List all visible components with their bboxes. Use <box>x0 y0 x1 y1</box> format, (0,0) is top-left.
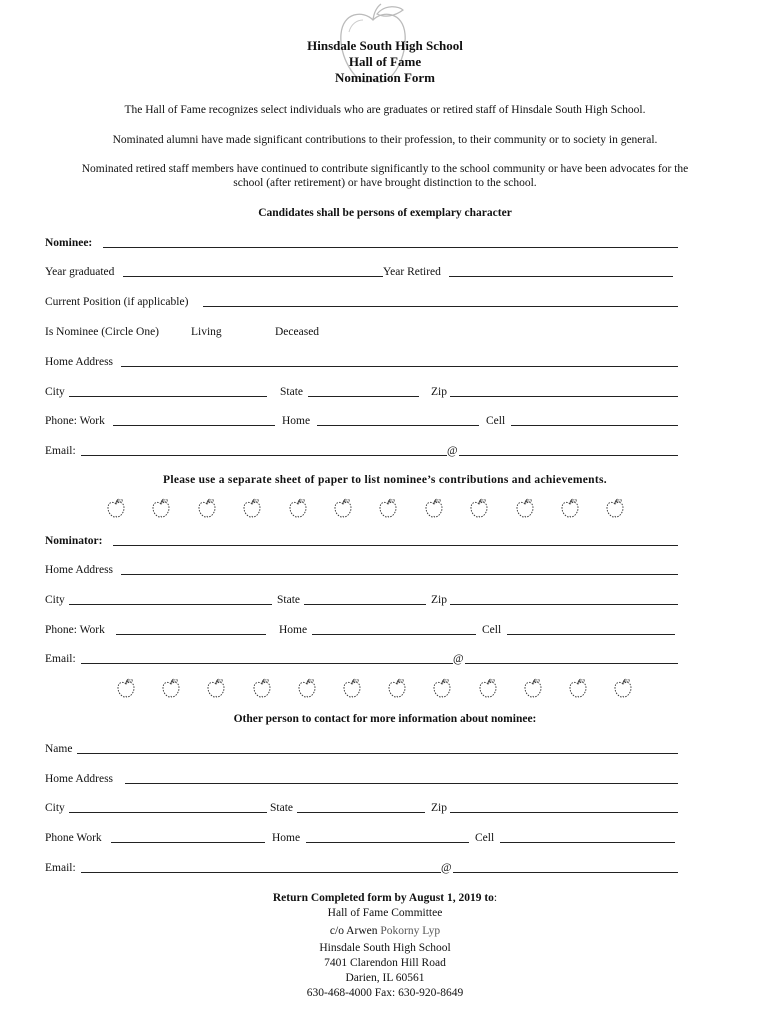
nominator-row <box>45 533 678 549</box>
nominator-email-row <box>45 651 678 667</box>
contact-phone-row <box>45 830 678 846</box>
contact-phone-work-field[interactable] <box>111 842 265 843</box>
return-contact-last: Pokorny Lyp <box>380 925 441 937</box>
email-domain-field[interactable] <box>459 455 678 456</box>
apple-icon <box>296 677 318 699</box>
year-graduated-label: Year graduated <box>45 266 115 278</box>
current-position-field[interactable] <box>203 306 678 307</box>
state-label: State <box>280 386 303 398</box>
apple-icon <box>160 677 182 699</box>
contact-email-at-sign: @ <box>441 862 452 874</box>
separate-sheet-note: Please use a separate sheet of paper to list nominee’s contributions and achievements. <box>163 474 607 486</box>
nominator-city-label: City <box>45 594 65 606</box>
apple-icon <box>423 497 445 519</box>
apple-icon <box>612 677 634 699</box>
email-label: Email: <box>45 445 76 457</box>
status-row <box>45 324 678 340</box>
deceased-option[interactable]: Deceased <box>275 326 320 338</box>
return-deadline: Return Completed form by August 1, 2019 to <box>272 892 494 904</box>
apple-icon <box>341 677 363 699</box>
contact-address-row <box>45 771 678 787</box>
contact-email-row <box>45 860 678 876</box>
intro-paragraph-1: The Hall of Fame recognizes select individuals who are graduates or retired staff of Hinsdale South High School. <box>124 104 646 116</box>
year-graduated-field[interactable] <box>123 276 383 277</box>
zip-label: Zip <box>431 386 447 398</box>
apple-icon <box>287 497 309 519</box>
nominator-city-field[interactable] <box>69 604 272 605</box>
contact-name-label: Name <box>45 743 73 755</box>
apple-icon <box>150 497 172 519</box>
position-row <box>45 294 678 310</box>
contact-home-phone-field[interactable] <box>306 842 469 843</box>
contact-city-row <box>45 800 678 816</box>
apple-icon <box>196 497 218 519</box>
apple-icon <box>105 497 127 519</box>
return-colon: : <box>493 892 498 904</box>
contact-city-label: City <box>45 802 65 814</box>
home-address-field[interactable] <box>121 366 678 367</box>
nominator-address-row <box>45 562 678 578</box>
email-at-sign: @ <box>447 445 458 457</box>
nominator-zip-label: Zip <box>431 594 447 606</box>
apple-icon <box>251 677 273 699</box>
nominee-label: Nominee: <box>45 237 93 249</box>
apple-icon <box>431 677 453 699</box>
current-position-label: Current Position (if applicable) <box>45 296 189 308</box>
apple-icon <box>115 677 137 699</box>
nominator-home-phone-field[interactable] <box>312 634 476 635</box>
circle-one-label: Is Nominee (Circle One) <box>45 326 160 338</box>
apple-divider-1 <box>0 496 770 520</box>
candidates-statement: Candidates shall be persons of exemplary character <box>258 207 512 219</box>
living-option[interactable]: Living <box>191 326 222 338</box>
nominator-phone-work-field[interactable] <box>116 634 266 635</box>
apple-icon <box>604 497 626 519</box>
return-line-school: Hinsdale South High School <box>319 942 451 954</box>
apple-icon <box>567 677 589 699</box>
home-address-label: Home Address <box>45 356 114 368</box>
intro-paragraph-3a: Nominated retired staff members have continued to contribute significantly to the school community or have been advocates for the <box>81 163 689 175</box>
contact-heading: Other person to contact for more information about nominee: <box>233 713 537 725</box>
apple-icon <box>514 497 536 519</box>
nominator-cell-phone-field[interactable] <box>507 634 675 635</box>
nominator-state-label: State <box>277 594 300 606</box>
apple-icon <box>205 677 227 699</box>
contact-name-field[interactable] <box>77 753 678 754</box>
nominee-phone-row <box>45 413 678 429</box>
contact-city-field[interactable] <box>69 812 267 813</box>
nominator-city-row <box>45 592 678 608</box>
nominator-home-address-field[interactable] <box>121 574 678 575</box>
apple-icon <box>332 497 354 519</box>
nominator-email-label: Email: <box>45 653 76 665</box>
nominator-home-address-label: Home Address <box>45 564 114 576</box>
city-label: City <box>45 386 65 398</box>
nominee-city-row <box>45 384 678 400</box>
contact-phone-work-label: Phone Work <box>45 832 102 844</box>
email-user-field[interactable] <box>81 455 447 456</box>
return-line-committee: Hall of Fame Committee <box>327 907 443 919</box>
contact-email-label: Email: <box>45 862 76 874</box>
intro-paragraph-3b: school (after retirement) or have brought distinction to the school. <box>233 177 537 189</box>
return-line-city: Darien, IL 60561 <box>345 972 425 984</box>
apple-divider-2 <box>0 676 770 700</box>
state-field[interactable] <box>308 396 419 397</box>
year-retired-field[interactable] <box>449 276 673 277</box>
contact-state-field[interactable] <box>297 812 425 813</box>
nominator-field[interactable] <box>113 545 678 546</box>
apple-icon <box>477 677 499 699</box>
apple-icon <box>377 497 399 519</box>
nominator-cell-phone-label: Cell <box>482 624 502 636</box>
contact-home-address-field[interactable] <box>125 783 678 784</box>
nominator-zip-field[interactable] <box>450 604 678 605</box>
contact-home-address-label: Home Address <box>45 773 114 785</box>
contact-email-domain-field[interactable] <box>453 872 678 873</box>
form-title: Nomination Form <box>334 70 436 85</box>
apple-icon <box>241 497 263 519</box>
zip-field[interactable] <box>450 396 678 397</box>
intro-paragraph-2: Nominated alumni have made significant contributions to their profession, to their community or to society in general. <box>112 134 658 146</box>
hall-of-fame-title: Hall of Fame <box>348 54 422 69</box>
return-line-street: 7401 Clarendon Hill Road <box>324 957 446 969</box>
home-phone-label: Home <box>282 415 311 427</box>
contact-state-label: State <box>270 802 293 814</box>
cell-phone-field[interactable] <box>511 425 678 426</box>
phone-work-label: Phone: Work <box>45 415 105 427</box>
return-line-contact <box>0 923 770 941</box>
school-title: Hinsdale South High School <box>307 38 463 53</box>
apple-icon <box>468 497 490 519</box>
nominator-email-domain-field[interactable] <box>465 663 678 664</box>
return-contact-first: c/o Arwen <box>329 925 381 937</box>
nominator-state-field[interactable] <box>304 604 426 605</box>
nominator-label: Nominator: <box>45 535 103 547</box>
apple-icon <box>522 677 544 699</box>
return-line-phone: 630-468-4000 Fax: 630-920-8649 <box>306 987 464 999</box>
nominator-home-phone-label: Home <box>279 624 308 636</box>
year-row <box>45 264 678 280</box>
nominator-phone-work-label: Phone: Work <box>45 624 105 636</box>
cell-phone-label: Cell <box>486 415 506 427</box>
contact-email-user-field[interactable] <box>81 872 441 873</box>
nominee-email-row <box>45 443 678 459</box>
nominee-field[interactable] <box>103 247 678 248</box>
year-retired-label: Year Retired <box>383 266 441 278</box>
nominator-phone-row <box>45 622 678 638</box>
home-phone-field[interactable] <box>317 425 479 426</box>
phone-work-field[interactable] <box>113 425 275 426</box>
contact-zip-field[interactable] <box>450 812 678 813</box>
contact-name-row <box>45 741 678 757</box>
apple-icon <box>386 677 408 699</box>
nominee-address-row <box>45 354 678 370</box>
city-field[interactable] <box>69 396 267 397</box>
contact-zip-label: Zip <box>431 802 447 814</box>
nominator-email-at-sign: @ <box>453 653 464 665</box>
contact-cell-phone-label: Cell <box>475 832 495 844</box>
contact-cell-phone-field[interactable] <box>500 842 675 843</box>
apple-icon <box>559 497 581 519</box>
contact-home-phone-label: Home <box>272 832 301 844</box>
nominator-email-user-field[interactable] <box>81 663 453 664</box>
nominee-row <box>45 235 678 251</box>
